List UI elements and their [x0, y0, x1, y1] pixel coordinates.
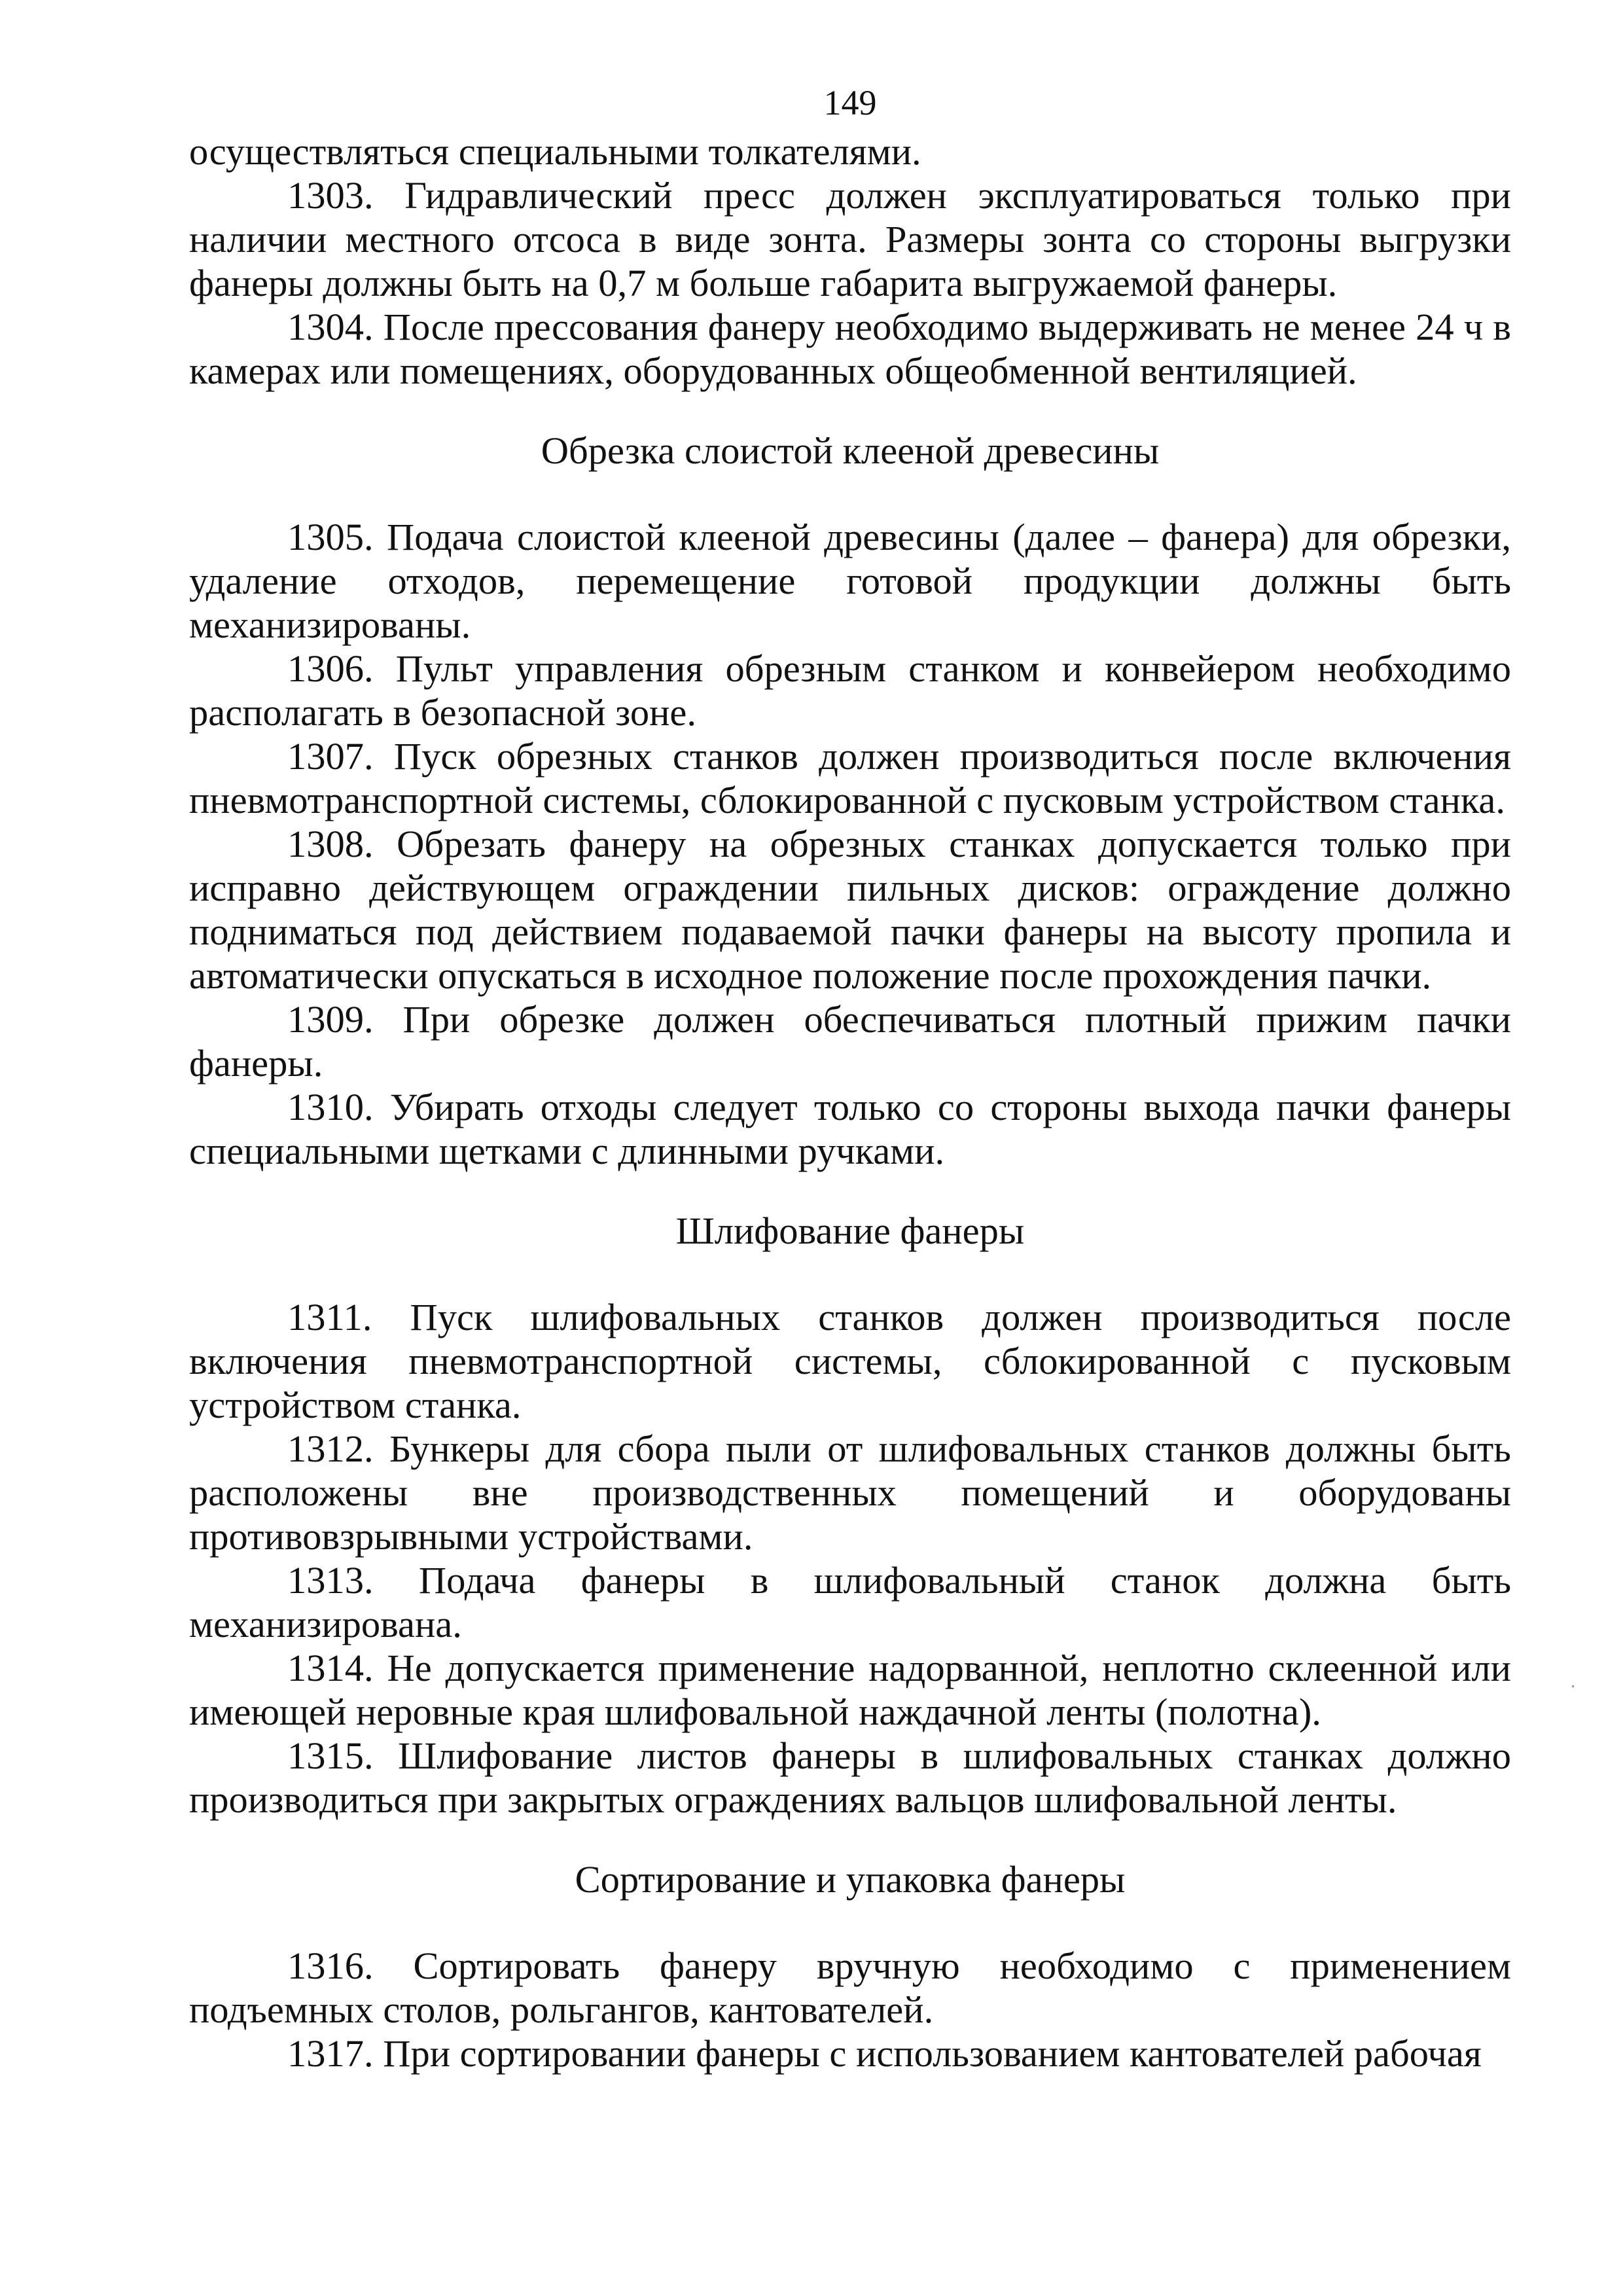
text-line: специальными щетками с длинными ручками. [189, 1130, 945, 1172]
text-line: 1311. Пуск шлифовальных станков должен производиться после [287, 1296, 1511, 1338]
text-line: 1310. Убирать отходы следует только со стороны выхода пачки фанеры [287, 1086, 1511, 1128]
paragraph [189, 1295, 1511, 1427]
text-line: 1304. После прессования фанеру необходимо выдерживать не менее 24 ч в [287, 306, 1511, 348]
paragraph [189, 2032, 1511, 2075]
section-heading: Шлифование фанеры [675, 1210, 1025, 1252]
section-spacer [189, 473, 1511, 515]
intro-paragraphs [189, 130, 1511, 393]
text-line: имеющей неровные края шлифовальной наждачной ленты (полотна). [189, 1691, 1321, 1733]
text-line: производиться при закрытых ограждениях вальцов шлифовальной ленты. [189, 1778, 1397, 1821]
text-line: 1305. Подача слоистой клееной древесины (далее – фанера) для обрезки, [287, 516, 1511, 558]
text-line: автоматически опускаться в исходное положение после прохождения пачки. [189, 954, 1432, 997]
paragraph [189, 647, 1511, 734]
text-line: 1303. Гидравлический пресс должен эксплуатироваться только при [287, 174, 1511, 217]
text-line: наличии местного отсоса в виде зонта. Размеры зонта со стороны выгрузки [189, 218, 1511, 260]
paragraph [189, 1085, 1511, 1173]
paragraph [189, 997, 1511, 1085]
paragraph [189, 130, 1511, 173]
text-line: осуществляться специальными толкателями. [189, 130, 921, 173]
text-line: подниматься под действием подаваемой пачки фанеры на высоту пропила и [189, 910, 1511, 953]
text-line: 1312. Бункеры для сбора пыли от шлифовальных станков должны быть [287, 1427, 1511, 1470]
paragraph [189, 173, 1511, 305]
text-line: расположены вне производственных помещений и оборудованы [189, 1471, 1511, 1514]
section-spacer [189, 1173, 1511, 1209]
section-heading: Обрезка слоистой клееной древесины [541, 429, 1160, 472]
text-line: 1315. Шлифование листов фанеры в шлифовальных станках должно [287, 1734, 1511, 1777]
text-line: исправно действующем ограждении пильных дисков: ограждение должно [189, 867, 1511, 909]
section-heading: Сортирование и упаковка фанеры [575, 1858, 1126, 1901]
text-line: устройством станка. [189, 1384, 522, 1426]
text-line: механизированы. [189, 603, 471, 646]
text-line: камерах или помещениях, оборудованных общеобменной вентиляцией. [189, 350, 1357, 392]
text-line: противовзрывными устройствами. [189, 1515, 753, 1558]
text-line: 1317. При сортировании фанеры с использованием кантователей рабочая [287, 2032, 1482, 2075]
text-line: подъемных столов, рольгангов, кантователей. [189, 1988, 934, 2031]
text-line: фанеры. [189, 1042, 323, 1085]
text-line: включения пневмотранспортной системы, сблокированной с пусковым [189, 1340, 1511, 1382]
scan-speck [1572, 1685, 1574, 1687]
text-line: удаление отходов, перемещение готовой продукции должны быть [189, 560, 1511, 602]
document-page [189, 77, 1511, 2075]
paragraph [189, 515, 1511, 647]
text-line: располагать в безопасной зоне. [189, 691, 697, 734]
text-line: фанеры должны быть на 0,7 м больше габарита выгружаемой фанеры. [189, 262, 1338, 304]
text-line: 1309. При обрезке должен обеспечиваться плотный прижим пачки [287, 998, 1511, 1041]
text-line: 1313. Подача фанеры в шлифовальный станок должна быть [287, 1559, 1511, 1602]
section-spacer [189, 1253, 1511, 1295]
text-line: 1314. Не допускается применение надорванной, неплотно склеенной или [287, 1647, 1511, 1689]
paragraph [189, 1646, 1511, 1734]
text-line: пневмотранспортной системы, сблокированной с пусковым устройством станка. [189, 779, 1506, 821]
page-number: 149 [823, 83, 877, 122]
text-line: 1316. Сортировать фанеру вручную необходимо с применением [287, 1945, 1511, 1987]
sections [189, 393, 1511, 2075]
text-line: 1307. Пуск обрезных станков должен производиться после включения [287, 735, 1511, 778]
paragraph [189, 1944, 1511, 2032]
text-line: механизирована. [189, 1603, 462, 1645]
paragraph [189, 305, 1511, 393]
section-spacer [189, 1901, 1511, 1944]
paragraph [189, 1734, 1511, 1821]
paragraph [189, 822, 1511, 997]
paragraph [189, 1427, 1511, 1558]
section-spacer [189, 393, 1511, 429]
paragraph [189, 1558, 1511, 1646]
text-line: 1308. Обрезать фанеру на обрезных станках допускается только при [287, 823, 1511, 865]
section-spacer [189, 1821, 1511, 1857]
paragraph [189, 734, 1511, 822]
text-line: 1306. Пульт управления обрезным станком и конвейером необходимо [287, 647, 1511, 690]
